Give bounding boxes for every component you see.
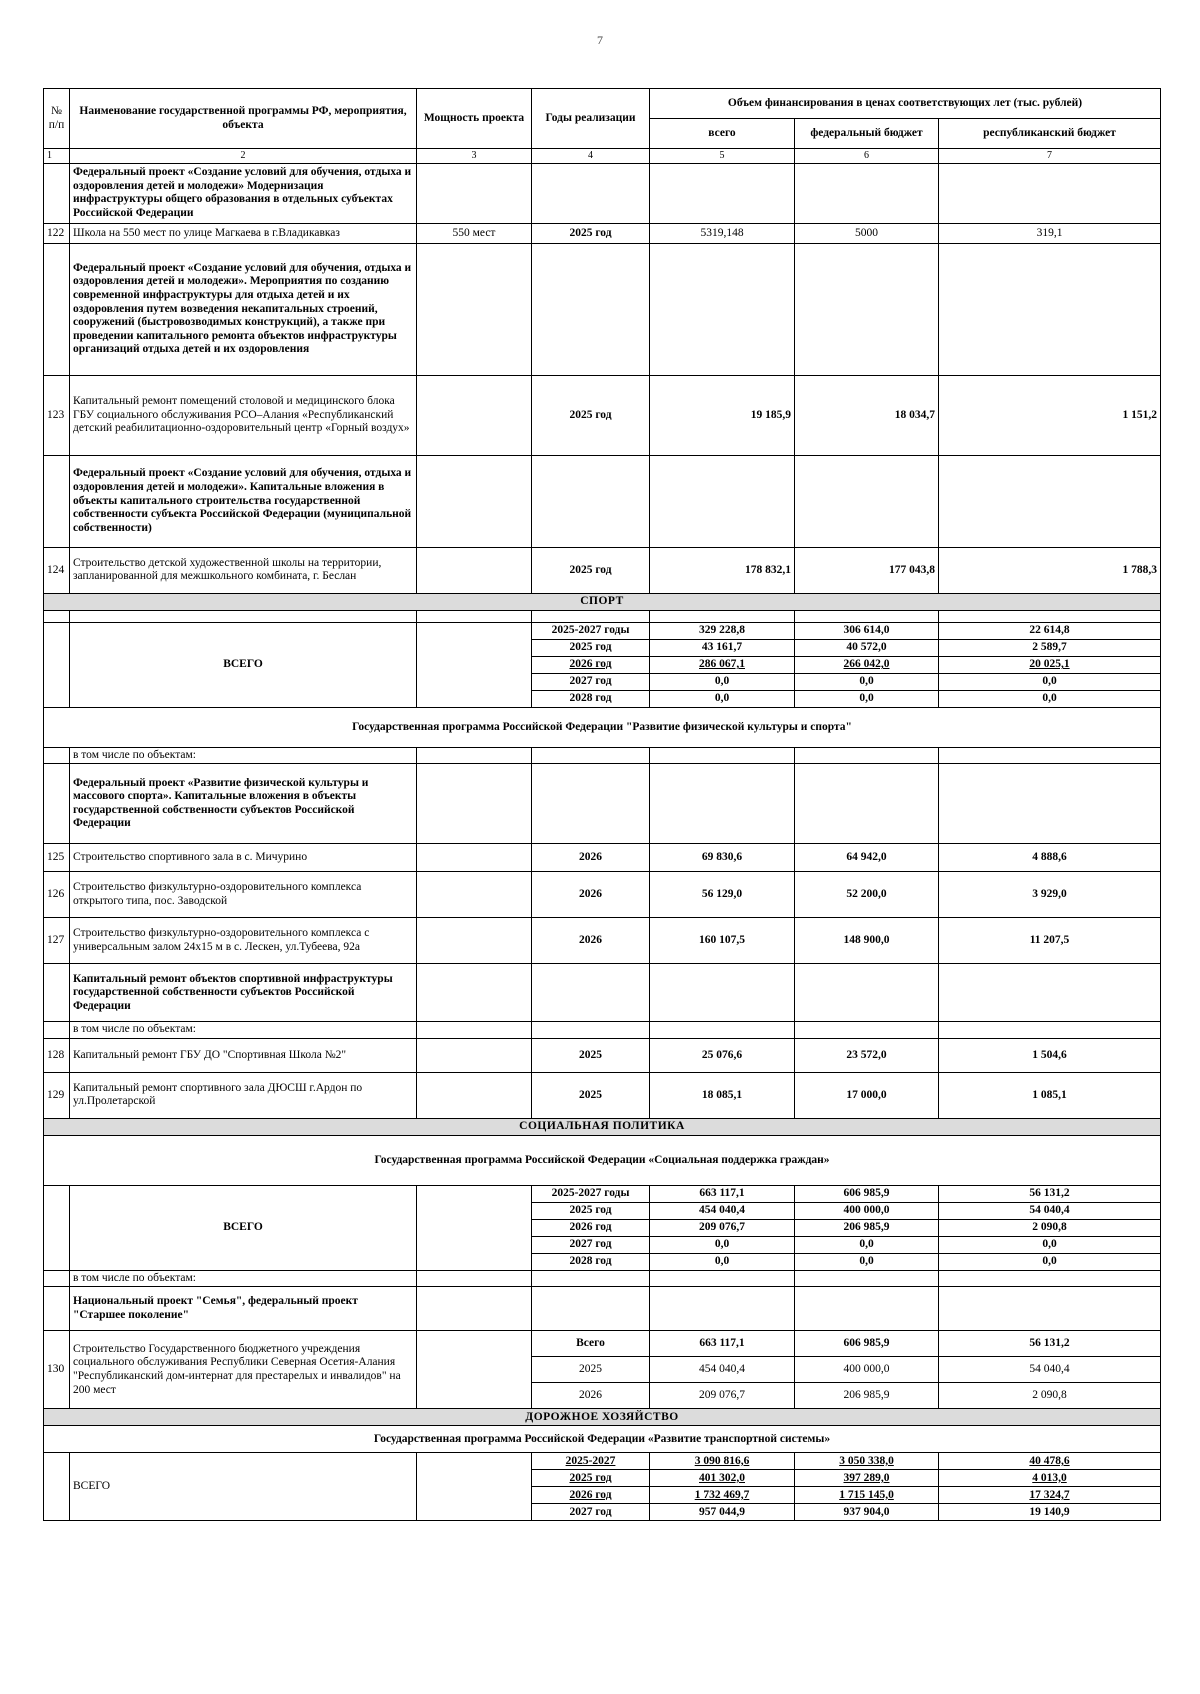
row-number: 124 <box>44 547 70 593</box>
year-cell: 2025 год <box>532 1202 650 1219</box>
total-cell: 286 067,1 <box>650 656 795 673</box>
project-row <box>44 455 1161 547</box>
year-cell: 2025 год <box>532 223 650 243</box>
federal-cell: 40 572,0 <box>795 639 939 656</box>
federal-cell: 206 985,9 <box>795 1219 939 1236</box>
federal-cell: 0,0 <box>795 690 939 707</box>
col-num-3: 3 <box>417 149 532 164</box>
total-cell: 5319,148 <box>650 223 795 243</box>
federal-cell: 306 614,0 <box>795 622 939 639</box>
header-num: № п/п <box>44 89 70 149</box>
spacer-row <box>44 610 1161 622</box>
subheading-row <box>44 1270 1161 1287</box>
year-cell: 2026 <box>532 1383 650 1409</box>
year-cell: 2026 год <box>532 656 650 673</box>
header-federal: федеральный бюджет <box>795 119 939 149</box>
header-name: Наименование государственной программы РФ, мероприятия, объекта <box>70 89 417 149</box>
republic-cell: 19 140,9 <box>939 1504 1161 1521</box>
year-cell: 2026 <box>532 872 650 918</box>
federal-cell: 0,0 <box>795 1236 939 1253</box>
total-cell: 178 832,1 <box>650 547 795 593</box>
project-row <box>44 243 1161 375</box>
total-cell: 401 302,0 <box>650 1470 795 1487</box>
total-cell: 663 117,1 <box>650 1185 795 1202</box>
federal-cell: 3 050 338,0 <box>795 1453 939 1470</box>
summary-label: ВСЕГО <box>70 622 417 707</box>
year-cell: 2025 год <box>532 639 650 656</box>
year-cell: 2025-2027 годы <box>532 1185 650 1202</box>
year-cell: 2025 <box>532 1072 650 1118</box>
program-title: Государственная программа Российской Федерации "Развитие физической культуры и спорта" <box>44 707 1161 747</box>
total-cell: 209 076,7 <box>650 1383 795 1409</box>
header-funding: Объем финансирования в ценах соответствующих лет (тыс. рублей) <box>650 89 1161 119</box>
republic-cell: 56 131,2 <box>939 1185 1161 1202</box>
year-cell: 2025-2027 годы <box>532 622 650 639</box>
section-title: ДОРОЖНОЕ ХОЗЯЙСТВО <box>44 1409 1161 1426</box>
republic-cell: 54 040,4 <box>939 1202 1161 1219</box>
section-header-sport <box>44 593 1161 610</box>
republic-cell: 1 504,6 <box>939 1038 1161 1072</box>
year-cell: 2025 год <box>532 375 650 455</box>
table-row-125 <box>44 844 1161 872</box>
republic-cell: 2 589,7 <box>939 639 1161 656</box>
investment-program-table <box>43 88 1161 1521</box>
total-cell: 69 830,6 <box>650 844 795 872</box>
year-cell: 2027 год <box>532 1236 650 1253</box>
row-number: 128 <box>44 1038 70 1072</box>
program-title: Государственная программа Российской Федерации «Социальная поддержка граждан» <box>44 1135 1161 1185</box>
total-cell: 454 040,4 <box>650 1202 795 1219</box>
project-name: Федеральный проект «Развитие физической культуры и массового спорта». Капитальные вложения в объекты государственной собственности субъектов Российской Федерации <box>70 764 417 844</box>
total-cell: 0,0 <box>650 1253 795 1270</box>
year-cell: 2025 <box>532 1038 650 1072</box>
republic-cell: 0,0 <box>939 690 1161 707</box>
federal-cell: 400 000,0 <box>795 1357 939 1383</box>
summary-row <box>44 1185 1161 1202</box>
header-capacity: Мощность проекта <box>417 89 532 149</box>
col-num-7: 7 <box>939 149 1161 164</box>
total-cell: 18 085,1 <box>650 1072 795 1118</box>
federal-cell: 266 042,0 <box>795 656 939 673</box>
section-title: СПОРТ <box>44 593 1161 610</box>
year-cell: 2028 год <box>532 1253 650 1270</box>
republic-cell: 56 131,2 <box>939 1331 1161 1357</box>
summary-label: ВСЕГО <box>70 1185 417 1270</box>
republic-cell: 1 151,2 <box>939 375 1161 455</box>
federal-cell: 5000 <box>795 223 939 243</box>
project-row <box>44 964 1161 1022</box>
federal-cell: 23 572,0 <box>795 1038 939 1072</box>
col-num-5: 5 <box>650 149 795 164</box>
total-cell: 454 040,4 <box>650 1357 795 1383</box>
republic-cell: 22 614,8 <box>939 622 1161 639</box>
project-row <box>44 1287 1161 1331</box>
republic-cell: 20 025,1 <box>939 656 1161 673</box>
object-name: Строительство детской художественной школы на территории, запланированной для межшкольного комбината, г. Беслан <box>70 547 417 593</box>
federal-cell: 400 000,0 <box>795 1202 939 1219</box>
section-title: СОЦИАЛЬНАЯ ПОЛИТИКА <box>44 1118 1161 1135</box>
year-cell: 2027 год <box>532 673 650 690</box>
federal-cell: 0,0 <box>795 673 939 690</box>
col-num-2: 2 <box>70 149 417 164</box>
year-cell: Всего <box>532 1331 650 1357</box>
header-republic: республиканский бюджет <box>939 119 1161 149</box>
year-cell: 2025 <box>532 1357 650 1383</box>
header-years: Годы реализации <box>532 89 650 149</box>
page-number: 7 <box>597 33 603 47</box>
table-row-129 <box>44 1072 1161 1118</box>
federal-cell: 606 985,9 <box>795 1331 939 1357</box>
capacity-cell: 550 мест <box>417 223 532 243</box>
republic-cell: 319,1 <box>939 223 1161 243</box>
total-cell: 43 161,7 <box>650 639 795 656</box>
republic-cell: 1 085,1 <box>939 1072 1161 1118</box>
table-row-122 <box>44 223 1161 243</box>
total-cell: 0,0 <box>650 673 795 690</box>
year-cell: 2026 <box>532 844 650 872</box>
object-name: Строительство спортивного зала в с. Мичурино <box>70 844 417 872</box>
total-cell: 0,0 <box>650 1236 795 1253</box>
summary-label: ВСЕГО <box>70 1453 417 1521</box>
year-cell: 2025 год <box>532 1470 650 1487</box>
year-cell: 2025 год <box>532 547 650 593</box>
republic-cell: 0,0 <box>939 1236 1161 1253</box>
table-row-127 <box>44 918 1161 964</box>
year-cell: 2025-2027 <box>532 1453 650 1470</box>
republic-cell: 0,0 <box>939 1253 1161 1270</box>
total-cell: 160 107,5 <box>650 918 795 964</box>
row-number: 123 <box>44 375 70 455</box>
subheading-label: в том числе по объектам: <box>70 1270 417 1287</box>
total-cell: 663 117,1 <box>650 1331 795 1357</box>
total-cell: 329 228,8 <box>650 622 795 639</box>
header-total: всего <box>650 119 795 149</box>
summary-row <box>44 622 1161 639</box>
republic-cell: 54 040,4 <box>939 1357 1161 1383</box>
republic-cell: 40 478,6 <box>939 1453 1161 1470</box>
subheading-row <box>44 1022 1161 1039</box>
project-name: Федеральный проект «Создание условий для обучения, отдыха и оздоровления детей и молодежи» Модернизация инфраструктуры общего образования в отдельных субъектах Российской Федерации <box>70 163 417 223</box>
republic-cell: 4 888,6 <box>939 844 1161 872</box>
republic-cell: 0,0 <box>939 673 1161 690</box>
federal-cell: 0,0 <box>795 1253 939 1270</box>
total-cell: 209 076,7 <box>650 1219 795 1236</box>
program-row <box>44 1135 1161 1185</box>
republic-cell: 1 788,3 <box>939 547 1161 593</box>
federal-cell: 17 000,0 <box>795 1072 939 1118</box>
row-number: 125 <box>44 844 70 872</box>
col-num-4: 4 <box>532 149 650 164</box>
federal-cell: 606 985,9 <box>795 1185 939 1202</box>
total-cell: 1 732 469,7 <box>650 1487 795 1504</box>
subheading-label: в том числе по объектам: <box>70 747 417 764</box>
federal-cell: 52 200,0 <box>795 872 939 918</box>
subheading-row <box>44 747 1161 764</box>
project-name: Федеральный проект «Создание условий для обучения, отдыха и оздоровления детей и молодежи». Мероприятия по созданию современной инфраструктуры для отдыха детей и их оздоровления путем возведения некапитальных строений, сооружений (быстровозводимых конструкций), а также при проведении капитального ремонта объектов инфраструктуры организаций отдыха детей и их оздоровления <box>70 243 417 375</box>
object-name: Капитальный ремонт ГБУ ДО "Спортивная Школа №2" <box>70 1038 417 1072</box>
subheading-label: в том числе по объектам: <box>70 1022 417 1039</box>
federal-cell: 206 985,9 <box>795 1383 939 1409</box>
table-row-128 <box>44 1038 1161 1072</box>
federal-cell: 937 904,0 <box>795 1504 939 1521</box>
object-name: Строительство физкультурно-оздоровительного комплекса открытого типа, пос. Заводской <box>70 872 417 918</box>
program-title: Государственная программа Российской Федерации «Развитие транспортной системы» <box>44 1426 1161 1453</box>
program-row <box>44 707 1161 747</box>
project-name: Федеральный проект «Создание условий для обучения, отдыха и оздоровления детей и молодежи». Капитальные вложения в объекты капитального строительства государственной собственности субъекта Российской Федерации (муниципальной собственности) <box>70 455 417 547</box>
year-cell: 2027 год <box>532 1504 650 1521</box>
object-name: Строительство Государственного бюджетного учреждения социального обслуживания Республики Северная Осетия-Алания "Республиканский дом-интернат для престарелых и инвалидов" на 200 мест <box>70 1331 417 1409</box>
project-row <box>44 764 1161 844</box>
year-cell: 2026 год <box>532 1487 650 1504</box>
republic-cell: 17 324,7 <box>939 1487 1161 1504</box>
republic-cell: 4 013,0 <box>939 1470 1161 1487</box>
total-cell: 957 044,9 <box>650 1504 795 1521</box>
row-number: 129 <box>44 1072 70 1118</box>
section-header-social <box>44 1118 1161 1135</box>
col-num-1: 1 <box>44 149 70 164</box>
section-header-road <box>44 1409 1161 1426</box>
total-cell: 0,0 <box>650 690 795 707</box>
federal-cell: 64 942,0 <box>795 844 939 872</box>
project-row <box>44 163 1161 223</box>
row-number: 122 <box>44 223 70 243</box>
total-cell: 25 076,6 <box>650 1038 795 1072</box>
project-name: Капитальный ремонт объектов спортивной инфраструктуры государственной собственности субъектов Российской Федерации <box>70 964 417 1022</box>
total-cell: 19 185,9 <box>650 375 795 455</box>
republic-cell: 2 090,8 <box>939 1219 1161 1236</box>
object-name: Капитальный ремонт спортивного зала ДЮСШ г.Ардон по ул.Пролетарской <box>70 1072 417 1118</box>
project-name: Национальный проект "Семья", федеральный проект "Старшее поколение" <box>70 1287 417 1331</box>
table-row-130 <box>44 1331 1161 1357</box>
federal-cell: 177 043,8 <box>795 547 939 593</box>
table-row-123 <box>44 375 1161 455</box>
row-number: 130 <box>44 1331 70 1409</box>
header-row <box>44 89 1161 119</box>
federal-cell: 18 034,7 <box>795 375 939 455</box>
object-name: Строительство физкультурно-оздоровительного комплекса с универсальным залом 24х15 м в с. Лескен, ул.Тубеева, 92а <box>70 918 417 964</box>
republic-cell: 2 090,8 <box>939 1383 1161 1409</box>
total-cell: 3 090 816,6 <box>650 1453 795 1470</box>
col-num-6: 6 <box>795 149 939 164</box>
federal-cell: 397 289,0 <box>795 1470 939 1487</box>
table-row-126 <box>44 872 1161 918</box>
summary-row <box>44 1453 1161 1470</box>
year-cell: 2026 год <box>532 1219 650 1236</box>
federal-cell: 148 900,0 <box>795 918 939 964</box>
federal-cell: 1 715 145,0 <box>795 1487 939 1504</box>
program-row <box>44 1426 1161 1453</box>
total-cell: 56 129,0 <box>650 872 795 918</box>
row-number: 127 <box>44 918 70 964</box>
object-name: Капитальный ремонт помещений столовой и медицинского блока ГБУ социального обслуживания РСО–Алания «Республиканский детский реабилитационно-оздоровительный центр «Горный воздух» <box>70 375 417 455</box>
republic-cell: 3 929,0 <box>939 872 1161 918</box>
republic-cell: 11 207,5 <box>939 918 1161 964</box>
table-row-124 <box>44 547 1161 593</box>
year-cell: 2026 <box>532 918 650 964</box>
row-number: 126 <box>44 872 70 918</box>
year-cell: 2028 год <box>532 690 650 707</box>
column-number-row <box>44 149 1161 164</box>
object-name: Школа на 550 мест по улице Магкаева в г.Владикавказ <box>70 223 417 243</box>
